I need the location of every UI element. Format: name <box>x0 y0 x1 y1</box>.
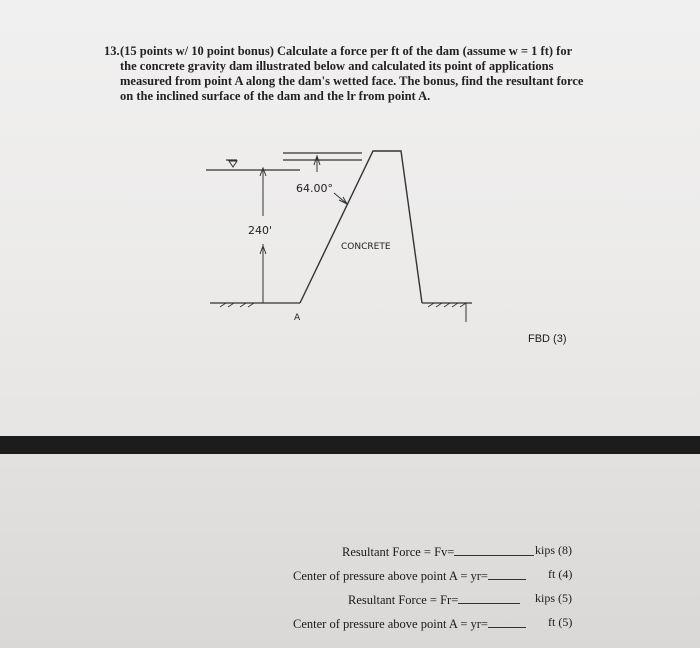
answer-blank[interactable] <box>458 591 520 604</box>
answer-label: Resultant Force = Fv= <box>342 545 455 559</box>
answer-blank[interactable] <box>488 567 526 580</box>
question-line: the concrete gravity dam illustrated below and calculated its point of applications <box>120 59 554 73</box>
worksheet-bottom <box>0 454 700 648</box>
question-line: measured from point A along the dam's wetted face. The bonus, find the resultant force <box>120 74 584 88</box>
answer-row <box>348 591 520 608</box>
answer-unit: ft (5) <box>548 615 573 629</box>
question-line: on the inclined surface of the dam and the lr from point A. <box>120 89 431 103</box>
answer-blank[interactable] <box>454 543 534 556</box>
answer-label: Center of pressure above point A = yr= <box>293 569 488 583</box>
fbd-label: FBD (3) <box>528 333 567 345</box>
question-number: 13. <box>104 44 120 58</box>
material-label: CONCRETE <box>341 242 391 252</box>
answer-label: Center of pressure above point A = yr= <box>293 617 488 631</box>
answer-row <box>293 615 526 632</box>
page-divider <box>0 436 700 454</box>
answer-blank[interactable] <box>488 615 526 628</box>
answer-label: Resultant Force = Fr= <box>348 593 459 607</box>
angle-pointer-line <box>334 193 346 203</box>
height-label: 240' <box>248 224 273 237</box>
water-level-triangle <box>229 161 237 167</box>
answer-unit: kips (8) <box>535 543 572 557</box>
answer-unit: ft (4) <box>548 567 573 581</box>
dam-outline <box>300 151 422 303</box>
answer-row <box>293 567 526 584</box>
answer-unit: kips (5) <box>535 591 572 605</box>
question-line: (15 points w/ 10 point bonus) Calculate a force per ft of the dam (assume w = 1 ft) for <box>120 44 573 58</box>
answer-row <box>342 543 534 560</box>
point-a-label: A <box>294 313 301 323</box>
angle-label: 64.00° <box>296 182 333 195</box>
